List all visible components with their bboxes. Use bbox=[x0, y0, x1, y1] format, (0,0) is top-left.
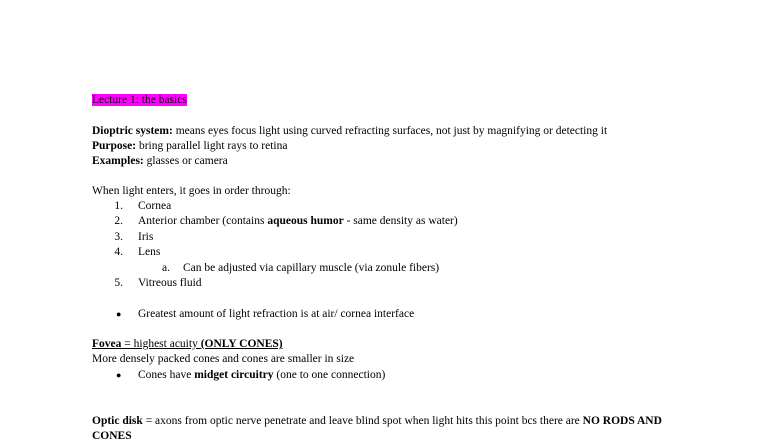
purpose-text: bring parallel light rays to retina bbox=[136, 140, 288, 152]
examples-label: Examples: bbox=[92, 155, 144, 167]
bullet-icon: ● bbox=[116, 370, 122, 380]
optic-line bbox=[92, 414, 662, 428]
optic-bold: NO RODS AND bbox=[582, 415, 662, 427]
fovea-eq: = highest acuity bbox=[121, 338, 201, 350]
dioptric-label: Dioptric system: bbox=[92, 125, 173, 137]
lecture-heading: Lecture 1: the basics bbox=[92, 94, 187, 106]
dioptric-text: means eyes focus light using curved refracting surfaces, not just by magnifying or detecting it bbox=[172, 125, 608, 137]
fovea-text: More densely packed cones and cones are smaller in size bbox=[92, 353, 355, 365]
fovea-line bbox=[92, 337, 283, 351]
purpose-line bbox=[92, 139, 287, 153]
optic-text: = axons from optic nerve penetrate and leave blind spot when light hits this point bcs there are bbox=[142, 415, 583, 427]
examples-line bbox=[92, 154, 228, 168]
bullet-icon: ● bbox=[116, 309, 122, 319]
order-intro: When light enters, it goes in order through: bbox=[92, 185, 291, 197]
optic-label: Optic disk bbox=[92, 415, 143, 427]
fovea-bold: (ONLY CONES) bbox=[200, 338, 283, 350]
dioptric-line bbox=[92, 124, 607, 138]
purpose-label: Purpose: bbox=[92, 140, 137, 152]
examples-text: glasses or camera bbox=[143, 155, 228, 167]
optic-line-2: CONES bbox=[92, 430, 132, 442]
fovea-label: Fovea bbox=[92, 338, 122, 350]
